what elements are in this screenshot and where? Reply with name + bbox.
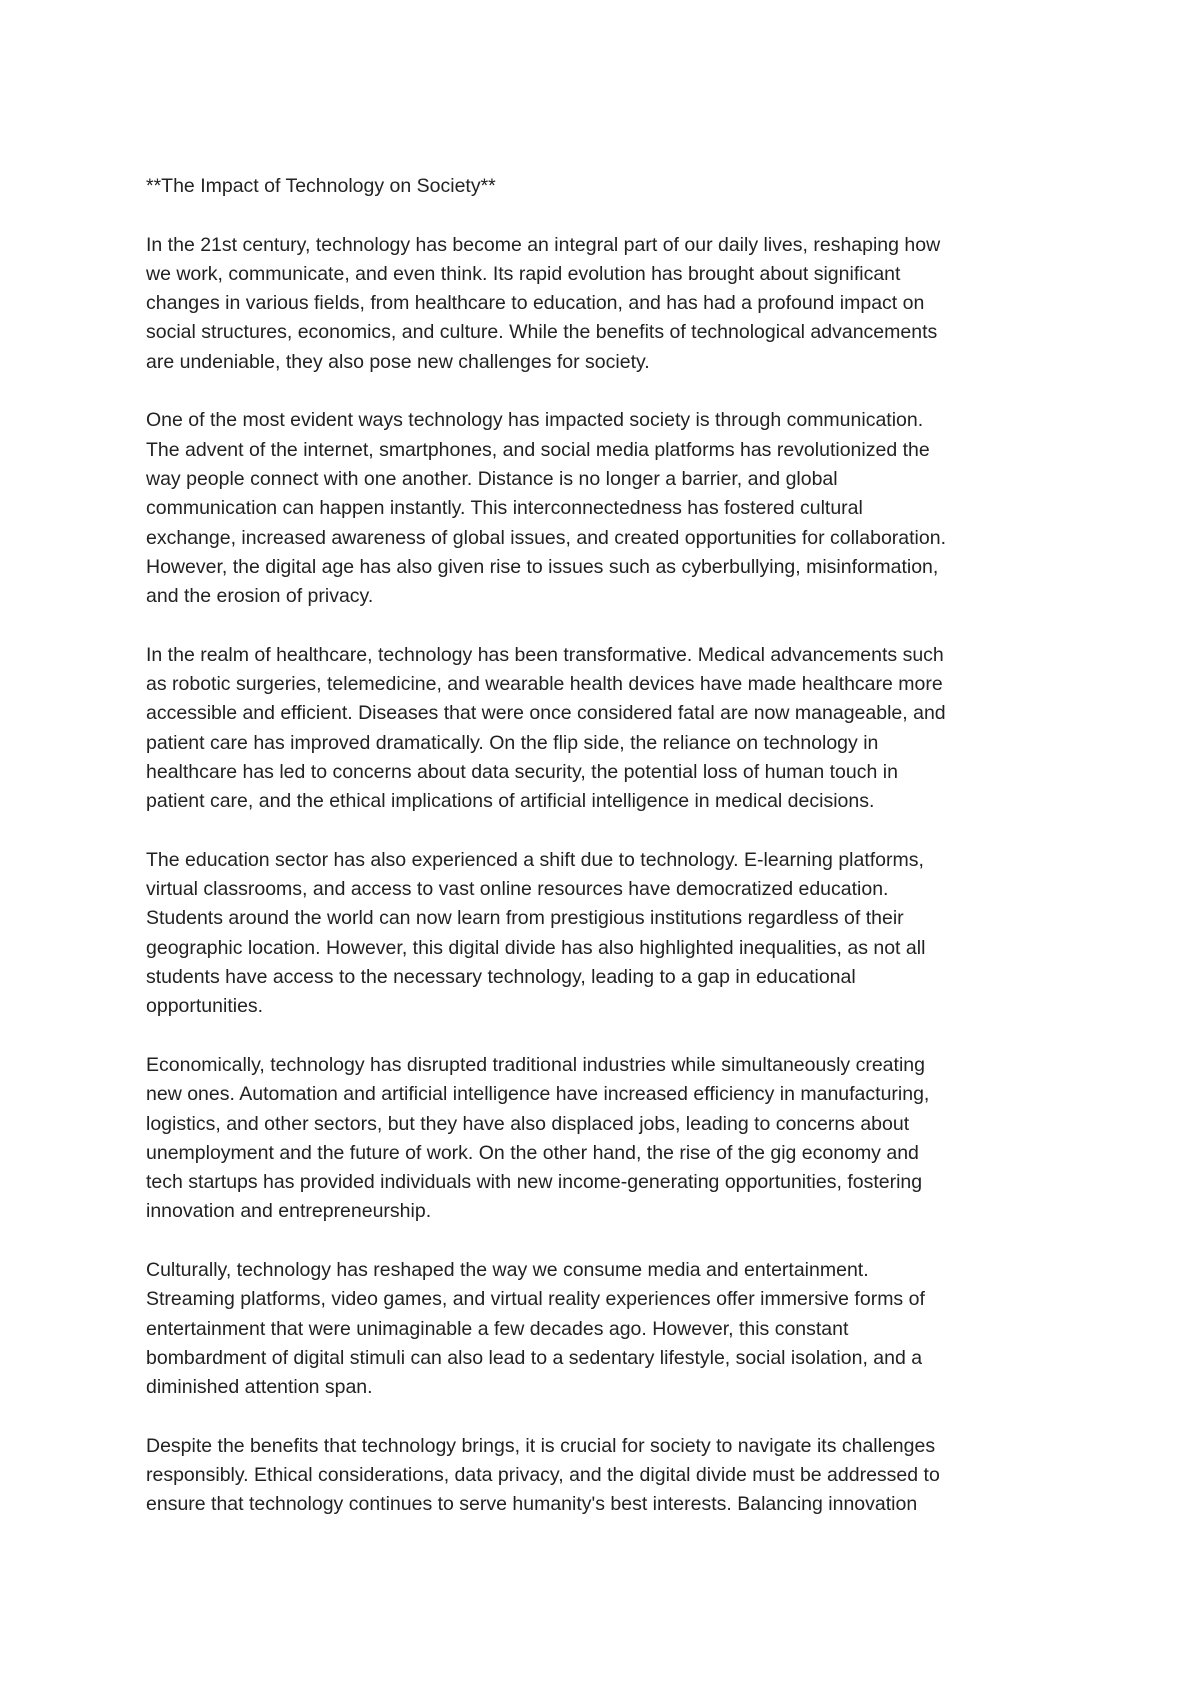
paragraph-line: opportunities. [146,995,264,1018]
paragraph-line: Culturally, technology has reshaped the way we consume media and entertainment. [146,1258,869,1281]
paragraph [146,1432,1076,1520]
paragraph-line: exchange, increased awareness of global issues, and created opportunities for collaboration. [146,526,946,549]
paragraph-line: diminished attention span. [146,1376,373,1399]
paragraph-line: as robotic surgeries, telemedicine, and wearable health devices have made healthcare more [146,673,943,696]
paragraph-line: entertainment that were unimaginable a few decades ago. However, this constant [146,1317,849,1340]
paragraph-line: communication can happen instantly. This interconnectedness has fostered cultural [146,497,863,520]
paragraph-line: Students around the world can now learn from prestigious institutions regardless of their [146,907,904,930]
paragraph-line: Economically, technology has disrupted traditional industries while simultaneously creating [146,1053,925,1076]
paragraph [146,641,1076,817]
document-body [146,172,1076,1549]
paragraph-line: One of the most evident ways technology has impacted society is through communication. [146,409,924,432]
paragraph-line: patient care, and the ethical implications of artificial intelligence in medical decisions. [146,790,875,813]
paragraph-line: ensure that technology continues to serve humanity's best interests. Balancing innovation [146,1493,918,1516]
paragraph-line: However, the digital age has also given rise to issues such as cyberbullying, misinformation, [146,555,939,578]
paragraph-line: healthcare has led to concerns about data security, the potential loss of human touch in [146,760,898,783]
paragraph-line: and the erosion of privacy. [146,585,374,608]
document-title: **The Impact of Technology on Society** [146,175,496,197]
paragraph-line: are undeniable, they also pose new challenges for society. [146,350,650,373]
paragraph-line: responsibly. Ethical considerations, data privacy, and the digital divide must be addressed to [146,1464,940,1487]
paragraph-line: social structures, economics, and culture. While the benefits of technological advancements [146,321,938,344]
paragraph-line: tech startups has provided individuals with new income-generating opportunities, fostering [146,1171,923,1194]
paragraph-line: The education sector has also experienced a shift due to technology. E-learning platforms, [146,848,924,871]
paragraph [146,231,1076,377]
paragraph-line: changes in various fields, from healthcare to education, and has had a profound impact on [146,292,925,315]
paragraph-line: Despite the benefits that technology brings, it is crucial for society to navigate its challenges [146,1434,936,1457]
paragraph-line: accessible and efficient. Diseases that were once considered fatal are now manageable, and [146,702,946,725]
paragraph-line: The advent of the internet, smartphones, and social media platforms has revolutionized the [146,438,930,461]
paragraph-line: innovation and entrepreneurship. [146,1200,432,1223]
paragraph-line: way people connect with one another. Distance is no longer a barrier, and global [146,467,838,490]
paragraph [146,1256,1076,1402]
paragraph-line: students have access to the necessary technology, leading to a gap in educational [146,966,856,989]
paragraph-line: unemployment and the future of work. On the other hand, the rise of the gig economy and [146,1141,919,1164]
paragraph-line: we work, communicate, and even think. Its rapid evolution has brought about significant [146,262,901,285]
paragraph [146,1051,1076,1227]
paragraph-line: new ones. Automation and artificial intelligence have increased efficiency in manufacturing, [146,1083,930,1106]
paragraph-line: virtual classrooms, and access to vast online resources have democratized education. [146,878,889,901]
paragraph [146,846,1076,1022]
paragraph-list [146,231,1076,1520]
paragraph-line: geographic location. However, this digital divide has also highlighted inequalities, as not all [146,936,926,959]
paragraph-line: bombardment of digital stimuli can also lead to a sedentary lifestyle, social isolation, and a [146,1346,923,1369]
paragraph-line: In the 21st century, technology has become an integral part of our daily lives, reshaping how [146,233,941,256]
paragraph-line: patient care has improved dramatically. On the flip side, the reliance on technology in [146,731,879,754]
paragraph [146,406,1076,611]
paragraph-line: Streaming platforms, video games, and virtual reality experiences offer immersive forms of [146,1288,925,1311]
paragraph-line: logistics, and other sectors, but they have also displaced jobs, leading to concerns about [146,1112,910,1135]
paragraph-line: In the realm of healthcare, technology has been transformative. Medical advancements such [146,643,944,666]
